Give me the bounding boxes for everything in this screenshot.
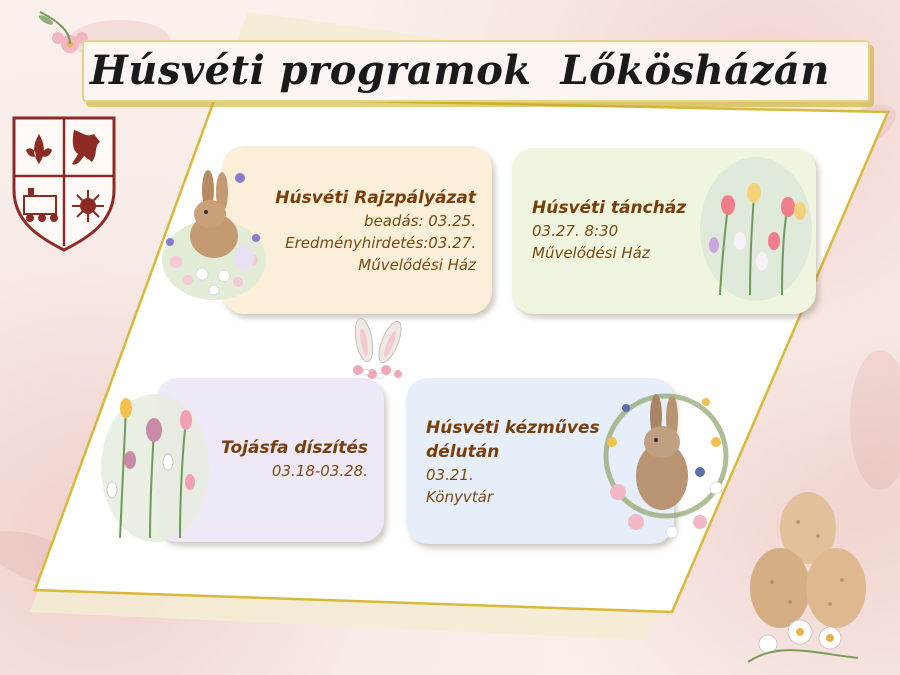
card-line: 03.27. 8:30 (532, 222, 619, 240)
card-line: Könyvtár (426, 488, 493, 506)
egg-tulips-illustration (690, 145, 822, 305)
easter-eggs-illustration (738, 492, 898, 668)
card-heading: Húsvéti táncház (532, 198, 687, 218)
coat-of-arms (8, 112, 120, 254)
card-heading: délután (426, 442, 500, 462)
card-line: 03.18-03.28. (271, 462, 368, 480)
bunny-wreath-illustration (596, 372, 736, 550)
bunny-in-flowers-illustration (158, 150, 270, 306)
page-title: Húsvéti programok Lőkösházán (90, 47, 830, 94)
card-heading: Tojásfa díszítés (221, 438, 368, 458)
bunny-ears-decoration (338, 312, 414, 384)
card-line: Művelődési Ház (532, 244, 650, 262)
egg-flowers-illustration (94, 378, 216, 548)
card-line: Művelődési Ház (358, 256, 476, 274)
card-heading: Húsvéti Rajzpályázat (275, 188, 476, 208)
card-heading: Húsvéti kézműves (426, 418, 600, 438)
card-line: 03.21. (426, 466, 474, 484)
card-line: Eredményhirdetés:03.27. (285, 234, 476, 252)
card-line: beadás: 03.25. (363, 212, 476, 230)
